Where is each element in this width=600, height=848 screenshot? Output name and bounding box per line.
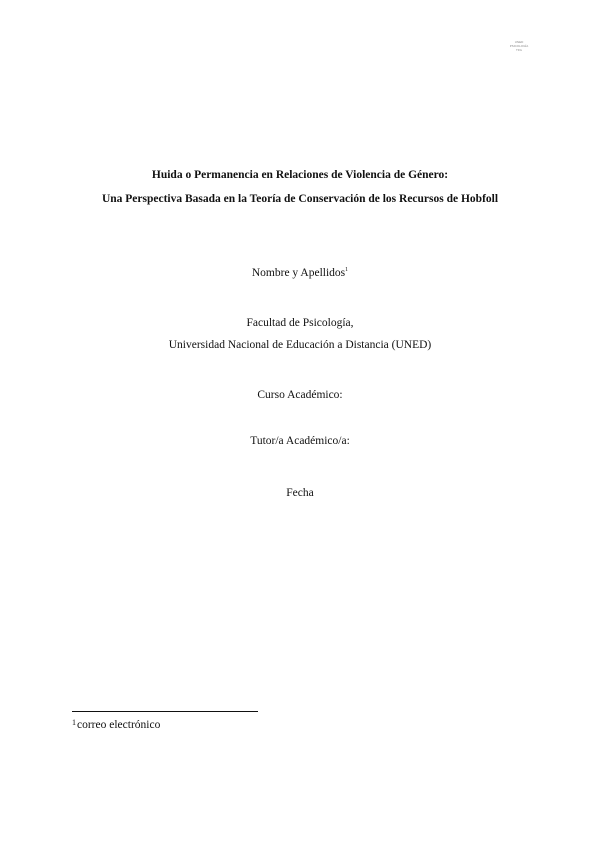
author-name: Nombre y Apellidos: [251, 267, 346, 279]
footnote-text: correo electrónico: [77, 719, 161, 731]
footnote-separator: [72, 711, 258, 712]
title-line-2: Una Perspectiva Basada en la Teoría de Conservación de los Recursos de Hobfoll: [101, 193, 499, 205]
header-mark-line-2: PSICOLOGÍA: [509, 44, 529, 48]
footnote-number: 1: [72, 718, 76, 727]
footnote: [72, 718, 160, 732]
author-line: [0, 266, 600, 280]
header-mark-line-1: UNED: [514, 40, 524, 44]
tutor-field: Tutor/a Académico/a:: [250, 435, 350, 447]
faculty-name: Facultad de Psicología,: [246, 317, 354, 329]
header-mark-line-3: TFG: [516, 48, 522, 52]
course-field: Curso Académico:: [257, 389, 343, 401]
date-field: Fecha: [286, 487, 314, 499]
university-name: Universidad Nacional de Educación a Distancia (UNED): [168, 339, 432, 351]
author-footnote-ref[interactable]: 1: [345, 267, 349, 274]
title-line-1: Huida o Permanencia en Relaciones de Violencia de Género:: [151, 169, 449, 181]
header-logo-mark: [508, 40, 530, 52]
